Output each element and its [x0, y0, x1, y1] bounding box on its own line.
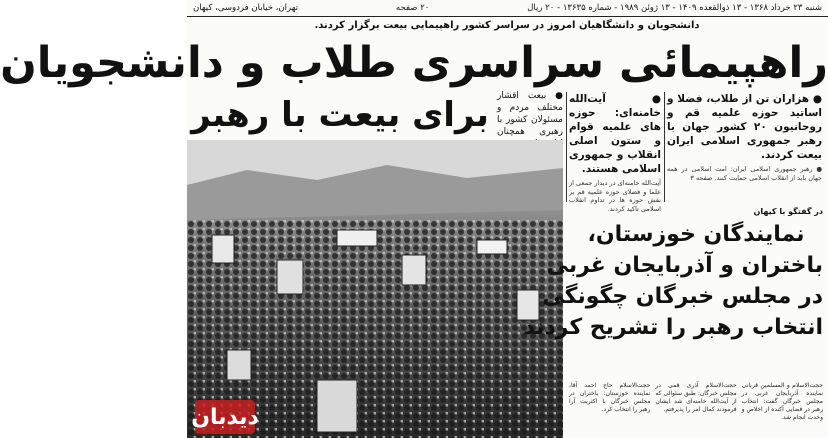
column-b-lead: ● آیت‌الله خامنه‌ای: حوزه های علمیه قوام و ستون اصلی انقلاب و جمهوری اسلامی هستند.: [569, 93, 661, 175]
page-count: ۲۰ صفحه: [395, 3, 430, 13]
column-c-body: ● رهبر جمهوری اسلامی ایران: امت اسلامی در همه جهان باید از انقلاب اسلامی حمایت کنند. صفحه ۳: [667, 165, 822, 182]
watermark-logo: دیدبان: [195, 400, 255, 434]
column-rule: [664, 92, 665, 202]
interview-headline: [523, 219, 823, 379]
interview-line: انتخاب رهبر را تشریح کردند: [523, 315, 823, 340]
subheadline: برای بیعت با رهبر: [191, 95, 489, 135]
news-column-a: ● بیعت اقشار مختلف مردم و مسئولان کشور با رهبری همچنان: [497, 91, 563, 137]
interview-line: نمایندگان خوزستان،: [587, 222, 805, 247]
column-c-lead: ● هزاران تن از طلاب، فضلا و اساتید حوزه علمیه قم و روحانیون ۲۰ کشور جهان با رهبر جمهوری اسلامی ایران بیعت کردند.: [667, 93, 822, 161]
interview-kicker: در گفتگو با کیهان: [753, 207, 823, 216]
issue-date: شنبه ۲۳ خرداد ۱۳۶۸ - ۱۳ ذوالقعده ۱۴۰۹ - ۱۳ ژوئن ۱۹۸۹ - شماره ۱۳۶۳۵ - ۲۰ ریال: [527, 3, 822, 13]
news-column-c: [667, 92, 822, 202]
article-body: [569, 382, 823, 438]
interview-line: در مجلس خبرگان چگونگی: [542, 284, 823, 309]
article-column: حجت‌الاسلام و المسلمین قربانی نماینده آذربایجان غربی در مجلس خبرگان گفت: انتخاب رهبر در فضایی آکنده از اخلاص و وحدت انجام شد.: [741, 382, 823, 421]
publisher-address: تهران، خیابان فردوسی، کیهان: [193, 3, 299, 13]
crowd-photo-image: [187, 140, 563, 438]
news-column-b: [569, 92, 661, 213]
column-rule: [566, 92, 567, 202]
kicker: دانشجویان و دانشگاهیان امروز در سراسر کشور راهپیمایی بیعت برگزار کردند.: [314, 20, 700, 31]
interview-line: باختران و آذربایجان غربی: [546, 253, 823, 278]
crowd-photo: [187, 140, 563, 438]
column-b-body: آیت‌الله خامنه‌ای در دیدار جمعی از علما و فضلای حوزه علمیه قم بر نقش حوزه ها در تداوم انقلاب اسلامی تاکید کردند.: [569, 179, 661, 213]
article-column: حجت‌الاسلام حاج احمد آقا، نماینده خوزستان: باختران در مجلس خبرگان با اکثریت آرا رهبر را انتخاب کرد.: [569, 382, 651, 413]
main-headline: راهپیمائی سراسری طلاب و دانشجویان: [0, 38, 828, 88]
dateline: [187, 0, 828, 17]
article-column: حجت‌الاسلام آذری قمی در مجلس خبرگان: طبق سئوالی که از آیت‌الله خامنه‌ای شد ایشان فرمودند کمال امر را پذیرفتم.: [655, 382, 737, 413]
